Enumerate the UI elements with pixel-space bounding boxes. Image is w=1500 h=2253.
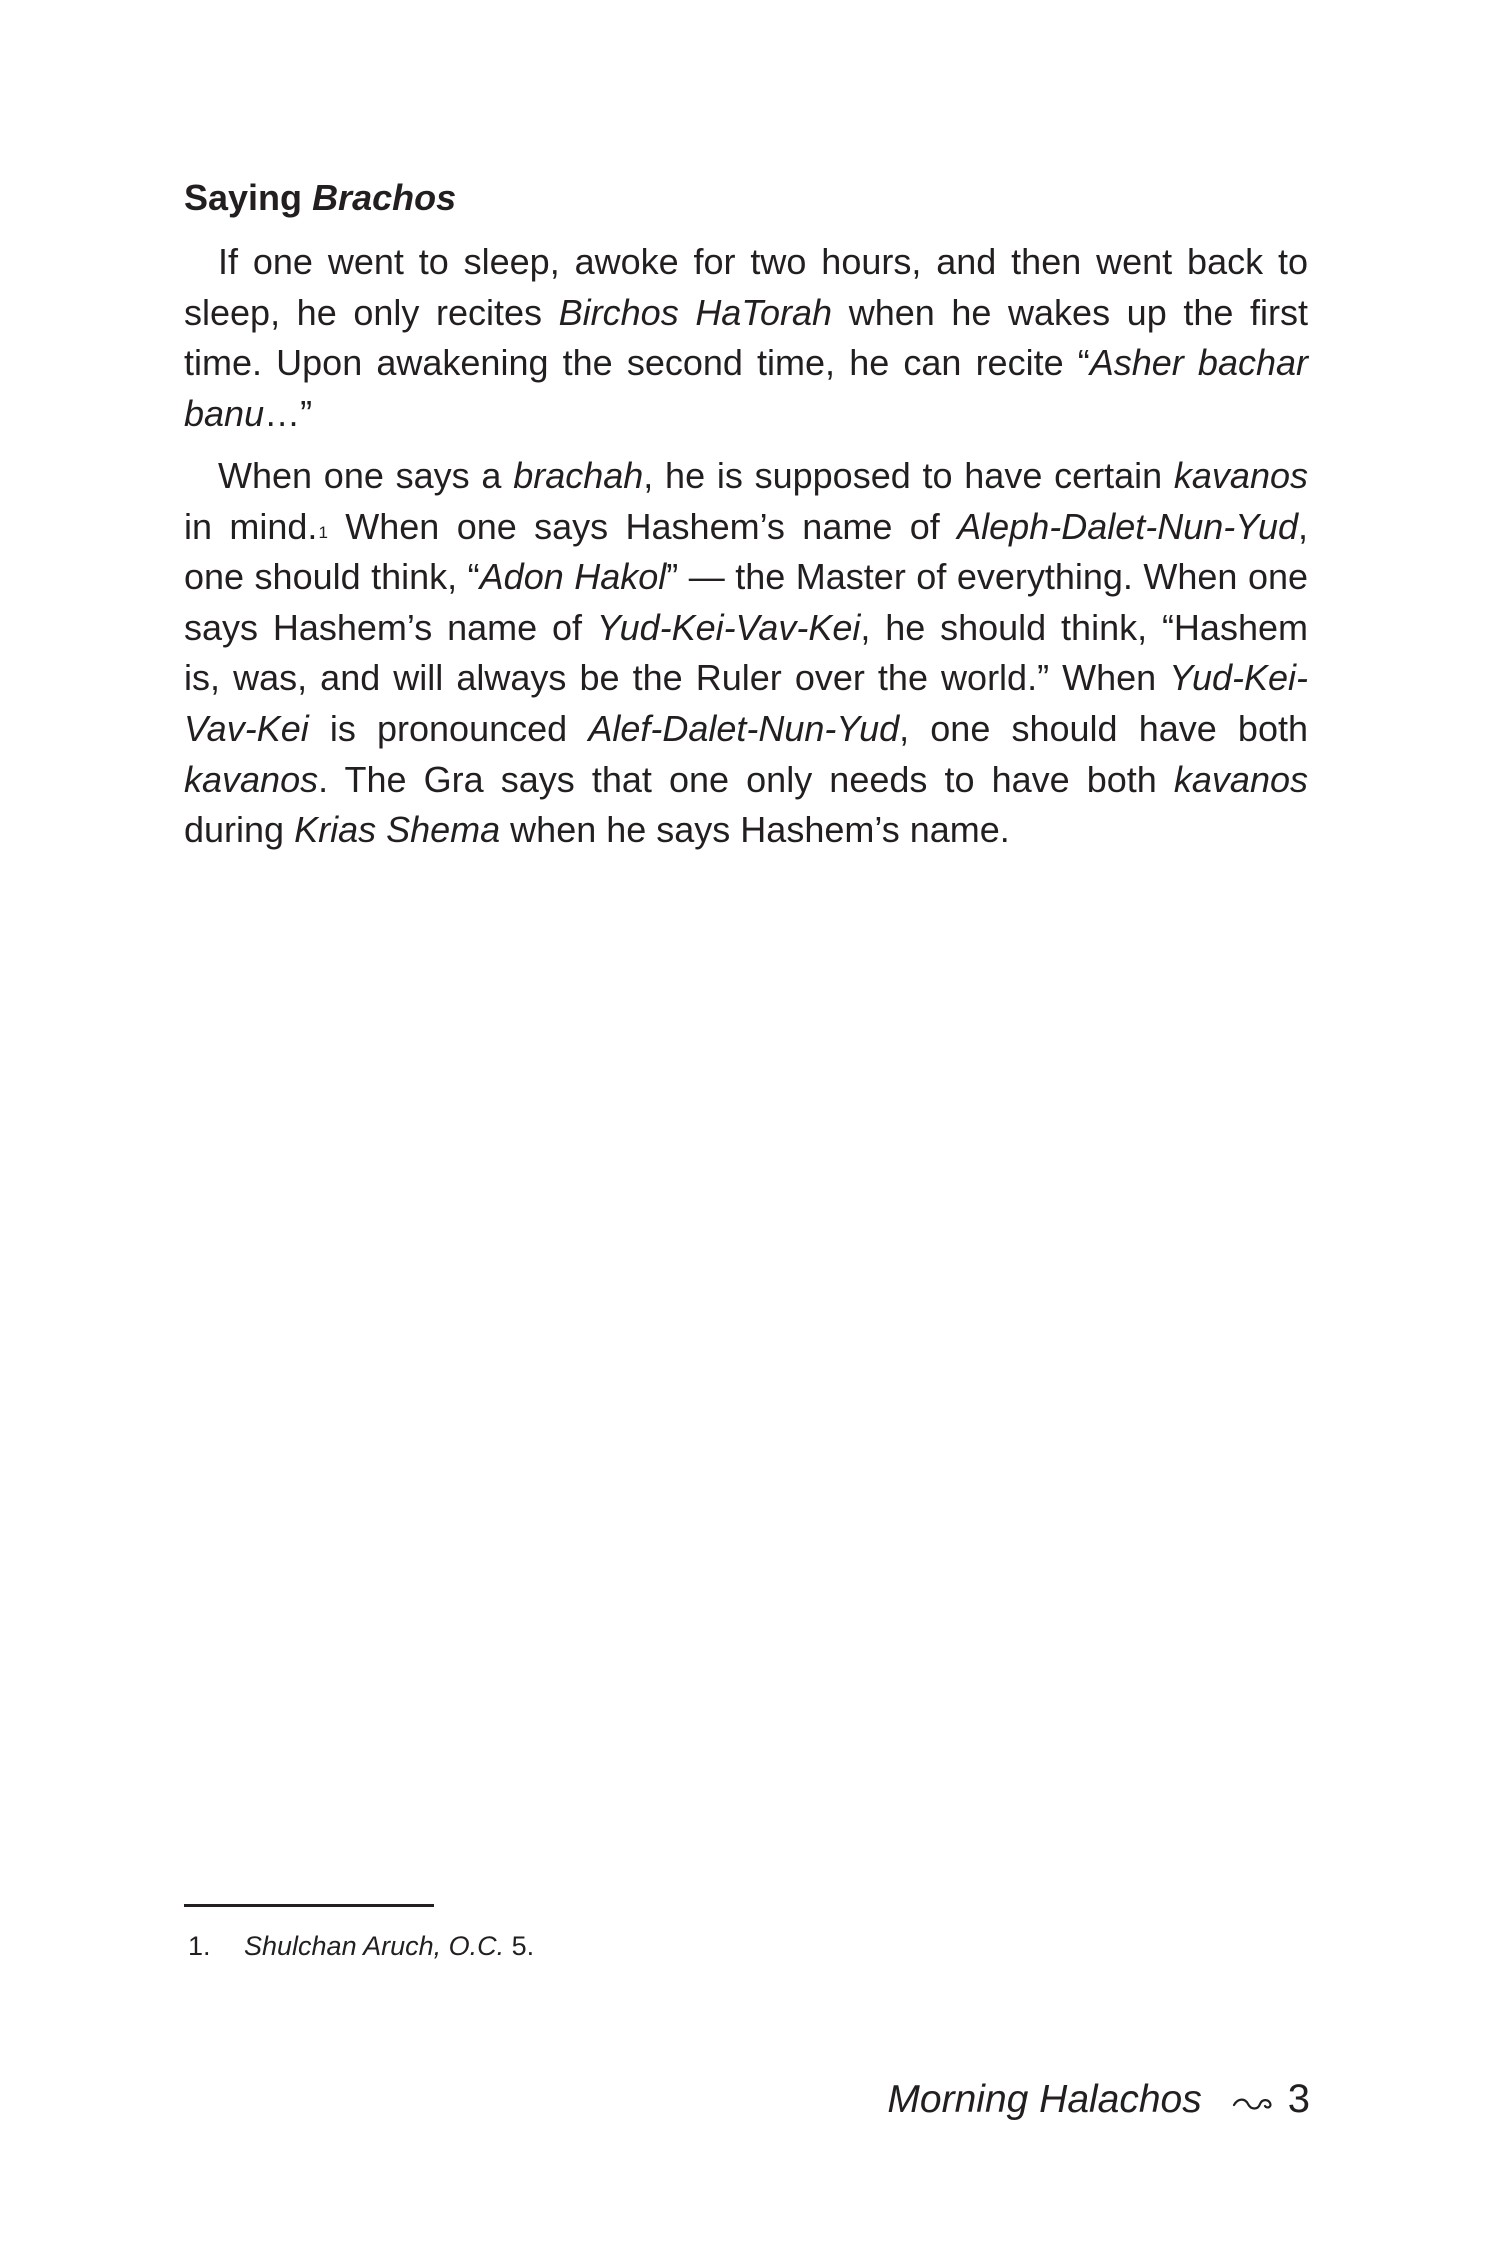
text-run: , he should think, “Hashem is, was, and will always be the Ruler over the world.” When	[184, 606, 1308, 699]
footnote-reference[interactable]: 1	[318, 522, 328, 542]
footnote-number: 1.	[188, 1931, 211, 1961]
text-run: ” — the Master of everything. When one says Hashem’s name of	[184, 556, 1309, 648]
footnote-italic: Shulchan Aruch, O.C.	[244, 1931, 505, 1961]
text-run: is pronounced	[308, 707, 589, 749]
italic-term: Alef-Dalet-Nun-Yud	[588, 707, 900, 749]
text-run: when he says Hashem’s name.	[500, 809, 1010, 851]
text-run: When one says Hashem’s name of	[327, 505, 958, 547]
paragraph-1	[184, 237, 1308, 439]
italic-term: brachah	[513, 455, 644, 496]
footnote-rest: 5.	[504, 1931, 535, 1961]
text-run: during	[184, 809, 295, 851]
italic-term: kavanos	[1173, 455, 1308, 496]
footnote-divider	[184, 1904, 434, 1907]
heading-italic: Brachos	[312, 177, 457, 218]
text-run: …”	[264, 392, 313, 434]
footnote-1	[188, 1928, 534, 1964]
page-number: 3	[1287, 2077, 1310, 2121]
italic-term: Adon Hakol	[479, 556, 667, 598]
italic-term: Yud-Kei-Vav-Kei	[596, 606, 861, 648]
swash-ornament-icon	[1232, 2077, 1274, 2127]
text-run: in mind.	[184, 505, 318, 547]
italic-term: Asher bachar banu	[184, 342, 1308, 434]
paragraph-2	[184, 451, 1308, 856]
italic-term: kavanos	[1173, 758, 1308, 800]
section-heading	[184, 170, 456, 226]
italic-term: Krias Shema	[294, 809, 501, 851]
italic-term: Yud-Kei-Vav-Kei	[184, 657, 1308, 749]
text-run: If one went to sleep, awoke for two hours, and then went back to sleep, he only recites	[184, 241, 1308, 333]
italic-term: Birchos HaTorah	[558, 291, 833, 333]
text-run: when he wakes up the first time. Upon awakening the second time, he can recite “	[184, 291, 1308, 384]
text-run: . The Gra says that one only needs to have both	[318, 758, 1174, 800]
text-run: , one should have both	[899, 707, 1308, 749]
running-footer	[887, 2074, 1310, 2127]
text-run: , he is supposed to have certain	[643, 455, 1174, 496]
heading-plain: Saying	[184, 177, 303, 218]
text-run: When one says a	[218, 455, 514, 496]
text-run: , one should think, “	[184, 505, 1308, 598]
running-title: Morning Halachos	[887, 2078, 1202, 2121]
italic-term: Aleph-Dalet-Nun-Yud	[957, 505, 1298, 547]
italic-term: kavanos	[184, 758, 319, 800]
